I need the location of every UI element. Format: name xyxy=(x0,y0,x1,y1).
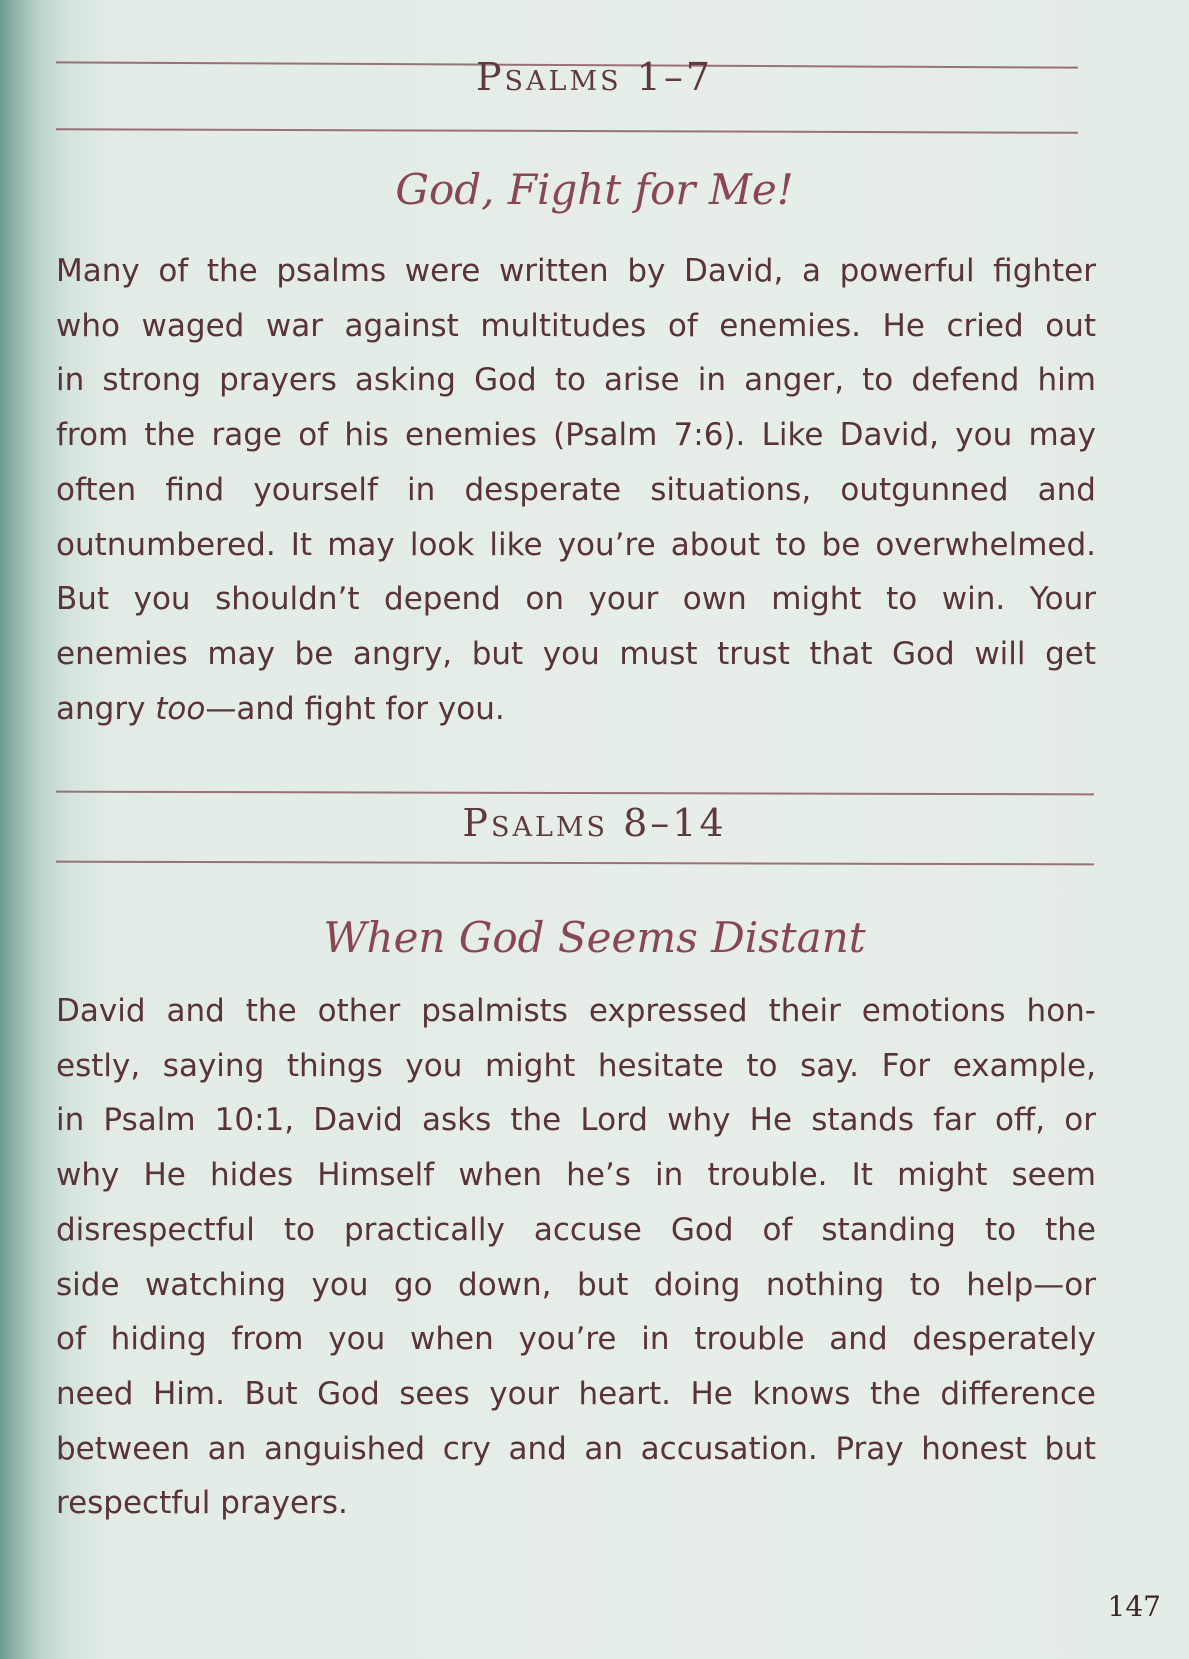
body-line: from the rage of his enemies (Psalm 7:6). Like David, you may xyxy=(56,417,1096,454)
body-line: why He hides Himself when he’s in trouble. It might seem xyxy=(56,1157,1096,1194)
body-line-last xyxy=(56,682,1096,737)
body-line: side watching you go down, but doing nothing to help—or xyxy=(56,1266,1096,1303)
body-line: But you shouldn’t depend on your own might to win. Your xyxy=(56,581,1096,618)
section-title: God, Fight for Me! xyxy=(395,165,794,214)
body-line: disrespectful to practically accuse God of standing to the xyxy=(56,1211,1096,1248)
section-body xyxy=(56,984,1096,1531)
body-line: in strong prayers asking God to arise in anger, to defend him xyxy=(56,362,1096,399)
body-line: enemies may be angry, but you must trust that God will get xyxy=(56,635,1096,672)
body-text-run: angry xyxy=(56,690,156,727)
body-text-run: —and fight for you. xyxy=(205,690,505,727)
section-rule-bottom xyxy=(56,128,1078,134)
section-body xyxy=(56,244,1096,736)
body-line: need Him. But God sees your heart. He knows the difference xyxy=(56,1375,1096,1412)
body-line: Many of the psalms were written by David, a powerful fighter xyxy=(56,253,1096,289)
section-title: When God Seems Distant xyxy=(323,913,866,962)
body-line-last: respectful prayers. xyxy=(56,1485,348,1522)
body-line: estly, saying things you might hesitate to say. For example, xyxy=(56,1047,1096,1084)
body-line: between an anguished cry and an accusation. Pray honest but xyxy=(56,1430,1096,1467)
body-line: who waged war against multitudes of enemies. He cried out xyxy=(56,307,1096,344)
body-line: in Psalm 10:1, David asks the Lord why He stands far off, or xyxy=(56,1102,1096,1139)
section-rule-top xyxy=(56,791,1094,796)
body-line: David and the other psalmists expressed their emotions hon- xyxy=(56,993,1096,1029)
section-heading: Psalms 8–14 xyxy=(462,801,727,845)
section-rule-bottom xyxy=(56,861,1094,866)
section-heading: Psalms 1–7 xyxy=(475,55,714,99)
body-line: often find yourself in desperate situations, outgunned and xyxy=(56,471,1096,508)
emphasis-text: too xyxy=(155,690,206,727)
body-line: outnumbered. It may look like you’re about to be overwhelmed. xyxy=(56,526,1096,563)
body-line: of hiding from you when you’re in trouble and desperately xyxy=(56,1321,1096,1358)
page-number: 147 xyxy=(1107,1590,1161,1623)
